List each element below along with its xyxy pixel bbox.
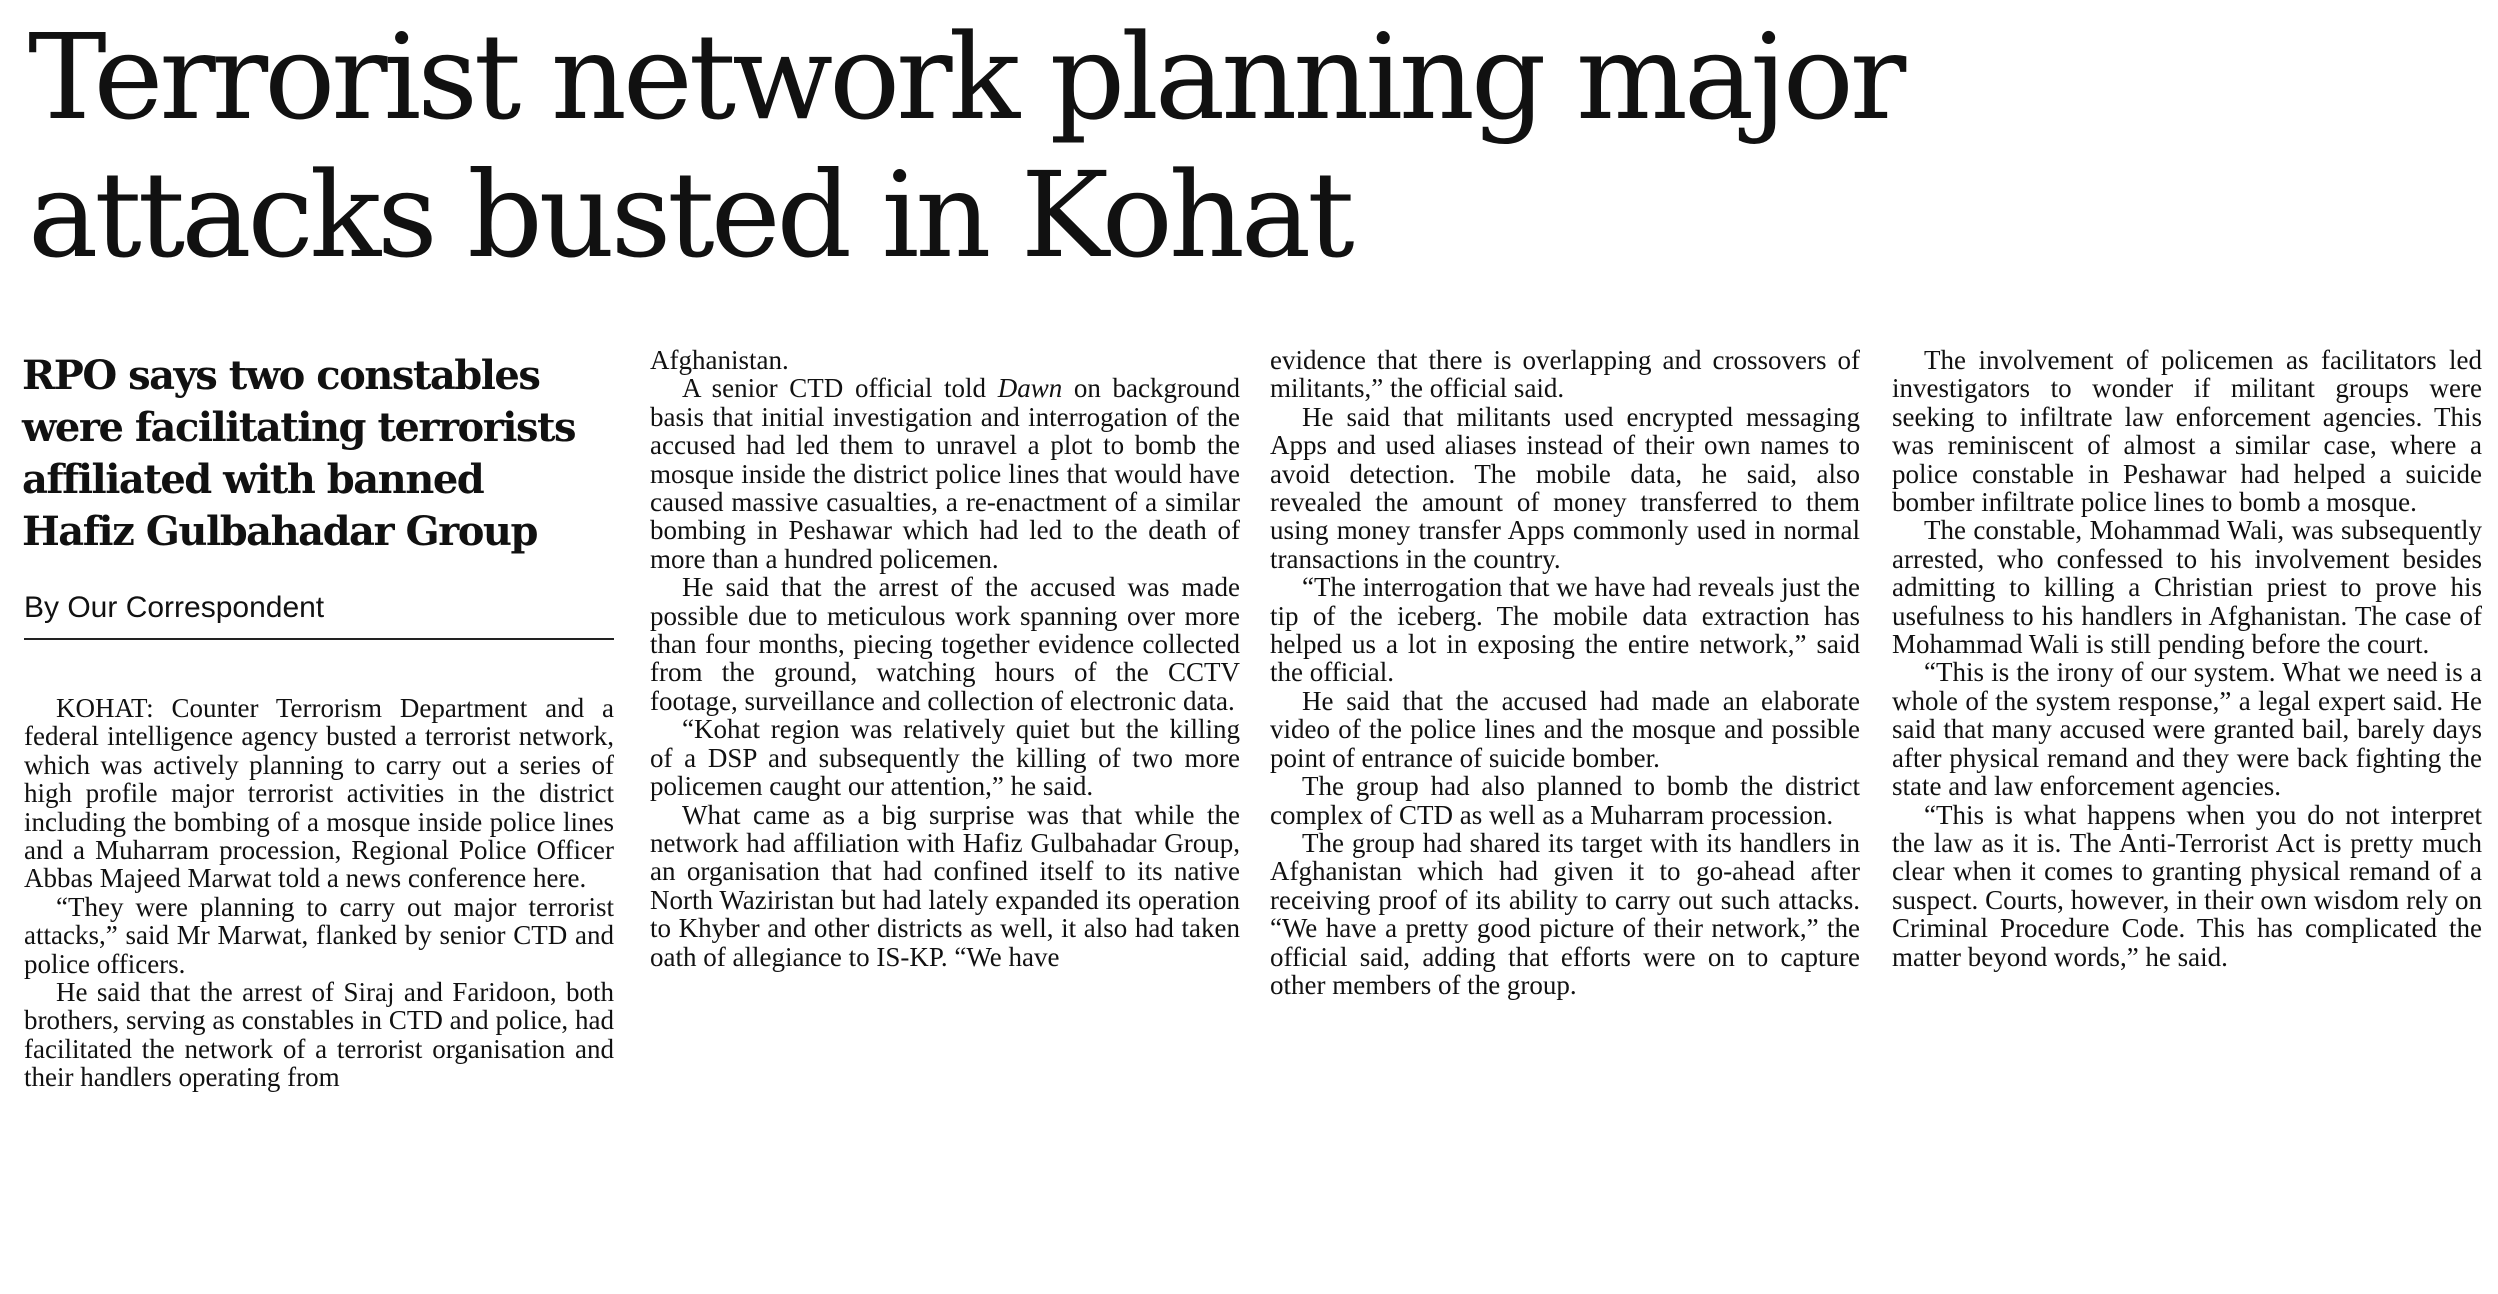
paragraph: He said that the accused had made an elaborate video of the police lines and the mosque and possible point of entrance of suicide bomber. [1270, 685, 1860, 773]
paragraph: Afghanistan. [650, 345, 789, 375]
text-run: A senior CTD official told [682, 373, 987, 404]
headline-line-2: attacks busted in Kohat [28, 146, 1351, 284]
article-column-4 [1892, 346, 2482, 971]
deck-line-4: Hafiz Gulbahadar Group [22, 508, 537, 555]
deck-line-2: were facilitating terrorists [22, 404, 575, 451]
publication-name: Dawn [997, 373, 1063, 404]
paragraph: “Kohat region was relatively quiet but the killing of a DSP and subsequently the killing of two more policemen caught our attention,” he said. [650, 714, 1240, 802]
byline: By Our Correspondent [24, 590, 614, 640]
article-column-1 [24, 694, 614, 1092]
paragraph: The constable, Mohammad Wali, was subsequently arrested, who confessed to his involvement besides admitting to killing a Christian priest to prove his usefulness to his handlers in Afghanistan. The case of Mohammad Wali is still pending before the court. [1892, 515, 2482, 660]
paragraph: “The interrogation that we have had reveals just the tip of the iceberg. The mobile data extraction has helped us a lot in exposing the entire network,” said the official. [1270, 572, 1860, 688]
paragraph [650, 374, 1240, 573]
deck-subheadline [22, 350, 612, 558]
paragraph: He said that the arrest of Siraj and Faridoon, both brothers, serving as constables in CTD and police, had facilitated the network of a terrorist organisation and their handlers operating from [24, 977, 614, 1093]
article-column-2 [650, 346, 1240, 971]
paragraph: evidence that there is overlapping and crossovers of militants,” the official said. [1270, 345, 1860, 404]
headline [28, 8, 2468, 284]
paragraph: The involvement of policemen as facilitators led investigators to wonder if militant groups were seeking to infiltrate law enforcement agencies. This was reminiscent of almost a similar case, where a police constable in Peshawar had helped a suicide bomber infiltrate police lines to bomb a mosque. [1892, 345, 2482, 518]
deck-line-1: RPO says two constables [22, 352, 540, 399]
paragraph: “This is the irony of our system. What we need is a whole of the system response,” a legal expert said. He said that many accused were granted bail, barely days after physical remand and they were back fighting the state and law enforcement agencies. [1892, 657, 2482, 802]
paragraph: “This is what happens when you do not interpret the law as it is. The Anti-Terrorist Act is pretty much clear when it comes to granting physical remand of a suspect. Courts, however, in their own wisdom rely on Criminal Procedure Code. This has complicated the matter beyond words,” he said. [1892, 799, 2482, 972]
paragraph: He said that the arrest of the accused was made possible due to meticulous work spanning over more than four months, piecing together evidence collected from the ground, watching hours of the CCTV footage, surveillance and collection of electronic data. [650, 572, 1240, 716]
deck-line-3: affiliated with banned [22, 456, 484, 503]
paragraph: KOHAT: Counter Terrorism Department and a federal intelligence agency busted a terrorist network, which was actively planning to carry out a series of high profile major terrorist activities in the district including the bombing of a mosque inside police lines and a Muharram procession, Regional Police Officer Abbas Majeed Marwat told a news conference here. [24, 693, 614, 894]
paragraph: The group had shared its target with its handlers in Afghanistan which had given it to go-ahead after receiving proof of its ability to carry out such attacks. “We have a pretty good picture of their network,” the official said, adding that efforts were on to capture other members of the group. [1270, 827, 1860, 1000]
paragraph: What came as a big surprise was that while the network had affiliation with Hafiz Gulbahadar Group, an organisation that had confined itself to its native North Waziristan but had lately expanded its operation to Khyber and other districts as well, it also had taken oath of allegiance to IS-KP. “We have [650, 799, 1240, 972]
text-run: on background basis that initial investigation and interrogation of the accused had led them to unravel a plot to bomb the mosque inside the district police lines that would have caused massive casualties, a re-enactment of a similar bombing in Peshawar which had led to the death of more than a hundred policemen. [650, 373, 1240, 574]
headline-line-1: Terrorist network planning major [28, 8, 1903, 146]
article-column-3 [1270, 346, 1860, 999]
paragraph: “They were planning to carry out major terrorist attacks,” said Mr Marwat, flanked by senior CTD and police officers. [24, 891, 614, 979]
paragraph: The group had also planned to bomb the district complex of CTD as well as a Muharram procession. [1270, 771, 1860, 830]
paragraph: He said that militants used encrypted messaging Apps and used aliases instead of their own names to avoid detection. The mobile data, he said, also revealed the amount of money transferred to them using money transfer Apps commonly used in normal transactions in the country. [1270, 401, 1860, 574]
